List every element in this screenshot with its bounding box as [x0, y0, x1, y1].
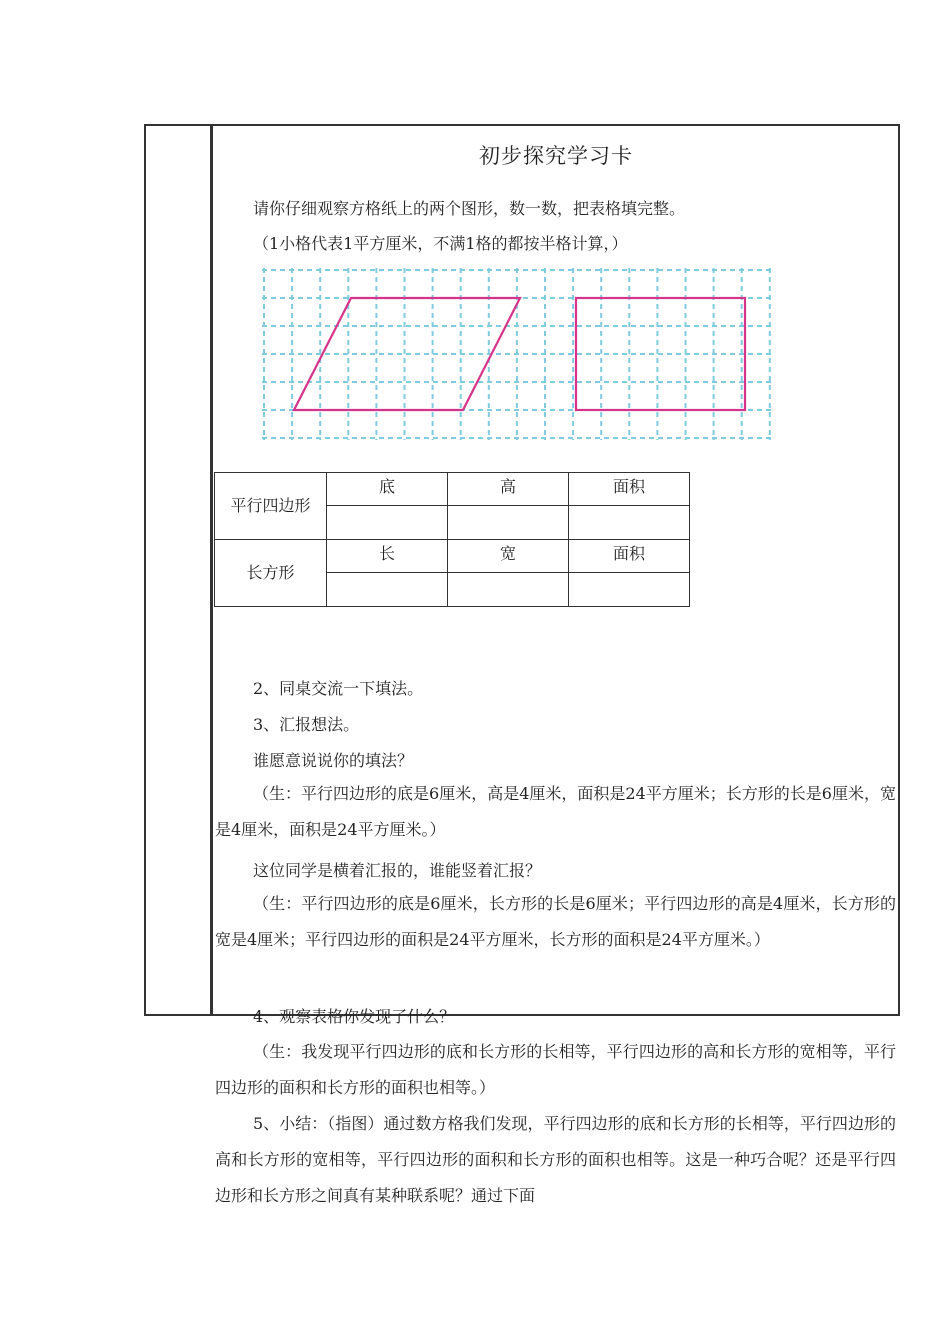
- question-vertical-report: 这位同学是横着汇报的，谁能竖着汇报？: [253, 861, 542, 880]
- base-input-cell[interactable]: [327, 506, 448, 540]
- grid-paper-figure: [258, 264, 776, 444]
- header-height: 高: [448, 473, 569, 506]
- header-width: 宽: [448, 540, 569, 573]
- grid-lines: [262, 268, 772, 440]
- parallelogram-area-input-cell[interactable]: [569, 506, 690, 540]
- step-3: 3、汇报想法。: [253, 715, 360, 734]
- answer-horizontal: （生：平行四边形的底是6厘米，高是4厘米，面积是24平方厘米；长方形的长是6厘米，宽是4厘米，面积是24平方厘米。）: [215, 784, 896, 839]
- step-4: 4、观察表格你发现了什么？: [253, 1007, 456, 1026]
- height-input-cell[interactable]: [448, 506, 569, 540]
- step-5-summary: 5、小结：（指图）通过数方格我们发现，平行四边形的底和长方形的长相等，平行四边形的高和长方形的宽相等，平行四边形的面积和长方形的面积也相等。这是一种巧合呢？还是平行四边形和长方形之间真有某种联系呢？通过下面: [215, 1114, 896, 1205]
- header-rect-area: 面积: [569, 540, 690, 573]
- answer-vertical: （生：平行四边形的底是6厘米，长方形的长是6厘米；平行四边形的高是4厘米，长方形的宽是4厘米；平行四边形的面积是24平方厘米，长方形的面积是24平方厘米。）: [215, 894, 896, 949]
- length-input-cell[interactable]: [327, 573, 448, 607]
- parallelogram-label: 平行四边形: [215, 473, 327, 540]
- width-input-cell[interactable]: [448, 573, 569, 607]
- rectangle-area-input-cell[interactable]: [569, 573, 690, 607]
- header-length: 长: [327, 540, 448, 573]
- answer-discovery: （生：我发现平行四边形的底和长方形的长相等，平行四边形的高和长方形的宽相等，平行四边形的面积和长方形的面积也相等。）: [215, 1042, 896, 1097]
- instruction-text: 请你仔细观察方格纸上的两个图形，数一数，把表格填完整。: [253, 199, 686, 218]
- header-base: 底: [327, 473, 448, 506]
- rectangle-label: 长方形: [215, 540, 327, 607]
- question-fill-method: 谁愿意说说你的填法？: [253, 751, 414, 770]
- measurement-table: [214, 472, 690, 607]
- unit-note: （1小格代表1平方厘米，不满1格的都按半格计算，）: [253, 234, 628, 253]
- card-title: 初步探究学习卡: [479, 144, 633, 168]
- header-area: 面积: [569, 473, 690, 506]
- step-2: 2、同桌交流一下填法。: [253, 679, 424, 698]
- column-divider: [210, 126, 213, 1014]
